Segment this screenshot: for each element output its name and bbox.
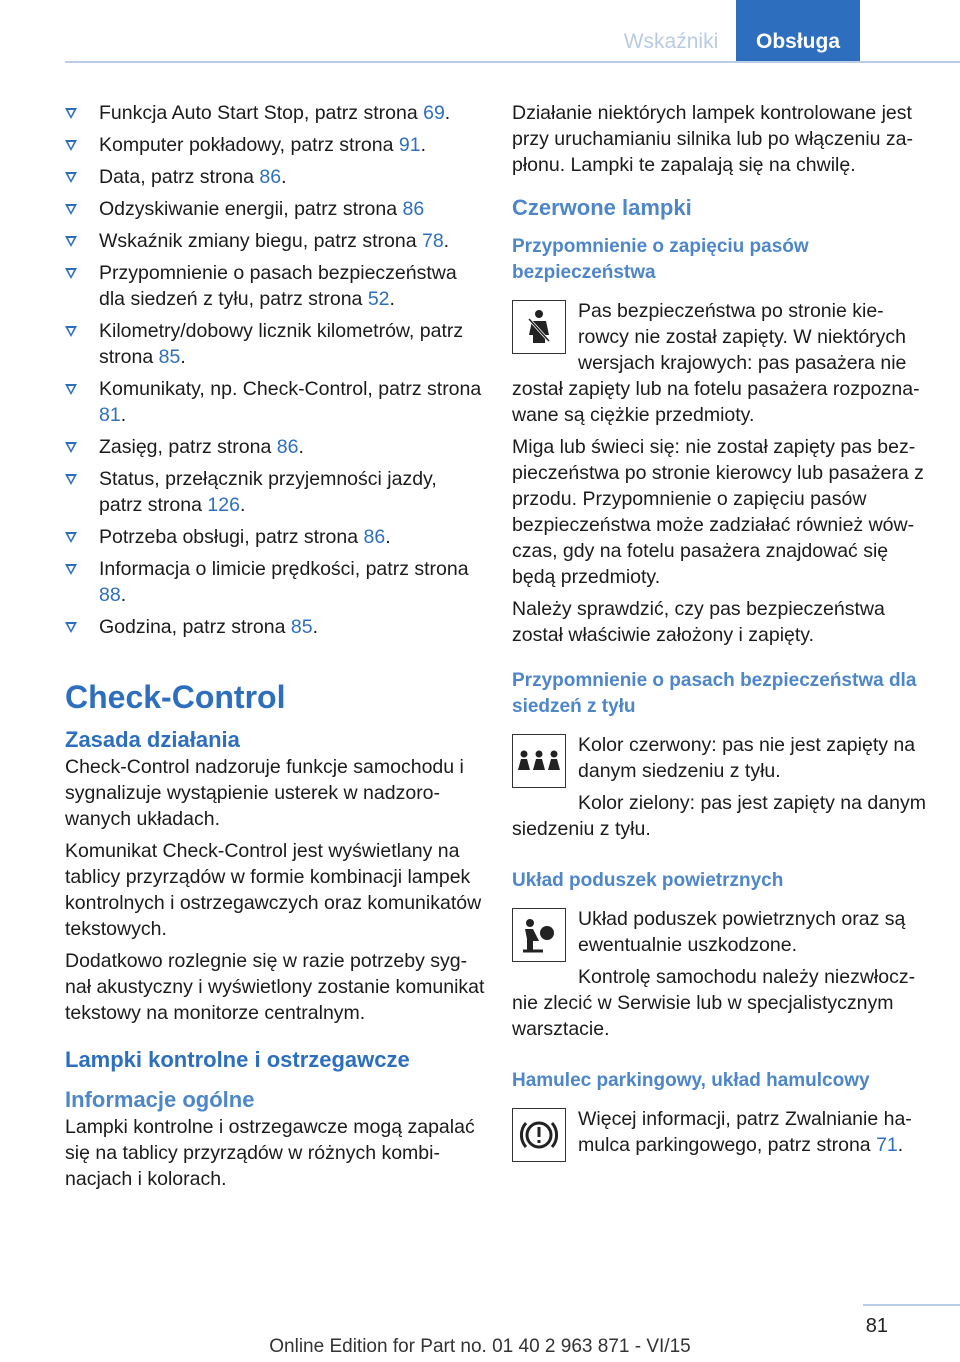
heading-red-lamps: Czerwone lampki — [512, 195, 692, 220]
bullet-triangle-icon — [65, 326, 77, 337]
page-link[interactable]: 91 — [398, 134, 421, 156]
page-link[interactable]: 81 — [99, 404, 121, 426]
list-item-text: Kilometry/dobowy licznik kilometrów, patrz strona — [99, 320, 464, 368]
page-link[interactable]: 78 — [421, 230, 444, 252]
reference-list-item — [65, 524, 485, 550]
paragraph-airbag-2: Kontrolę samochodu należy niezwłocznie zlecić w Serwisie lub w specjalistycznym warsztacie. — [512, 966, 916, 1040]
list-item-punctuation: . — [420, 134, 426, 156]
right-column — [512, 100, 928, 1166]
list-item-text: Przypomnienie o pasach bezpieczeństwa dla siedzeń z tyłu, patrz strona — [99, 262, 457, 310]
paragraph-principle-2: Komunikat Check-Control jest wyświetlany na tablicy przyrządów w formie kombinacji lampek kontrolnych i ostrzegawczych oraz komunikatów tekstowych. — [65, 840, 482, 940]
list-item-punctuation: . — [443, 230, 450, 252]
bullet-triangle-icon — [65, 564, 77, 575]
list-item-text: Informacja o limicie prędkości, patrz strona — [99, 558, 469, 580]
brake-warning-icon — [512, 1108, 566, 1162]
seatbelt-warning-icon — [512, 300, 566, 354]
paragraph-seatbelt-1: Pas bezpieczeństwa po stronie kierowcy nie został zapięty. W niektórych wersjach krajowych: pas pasażera nie został zapięty lub na fotelu pasażera rozpoznawane są ciężkie przedmioty. — [512, 300, 920, 426]
list-item-text: Status, przełącznik przyjemności jazdy, patrz strona — [99, 468, 437, 516]
section-title-check-control: Check-Control — [65, 679, 286, 715]
paragraph-seatbelt-3: Należy sprawdzić, czy pas bezpieczeństwa został właściwie założony i zapięty. — [512, 598, 885, 646]
paragraph-airbag-1: Układ poduszek powietrznych oraz są ewentualnie uszkodzone. — [578, 908, 906, 956]
list-item-text: Potrzeba obsługi, patrz strona — [99, 526, 364, 548]
list-item-text: Wskaźnik zmiany biegu, patrz strona — [99, 230, 422, 252]
page-link[interactable]: 86 — [402, 198, 425, 220]
heading-seatbelt-reminder: Przypomnienie o zapięciu pasów bezpieczeństwa — [512, 236, 809, 283]
reference-list-item — [65, 434, 485, 460]
page-link[interactable]: 85 — [158, 346, 181, 368]
list-item-punctuation: . — [180, 346, 186, 368]
list-item-punctuation: . — [120, 404, 127, 426]
reference-list-item — [65, 100, 485, 126]
reference-list-item — [65, 132, 485, 158]
reference-list-item — [65, 376, 485, 428]
paragraph-brake: Więcej informacji, patrz Zwalnianie hamulca parkingowego, patrz strona 71. — [578, 1108, 912, 1156]
page-link[interactable]: 52 — [367, 288, 390, 310]
footer-rule — [863, 1304, 960, 1306]
reference-list-item — [65, 196, 485, 222]
bullet-triangle-icon — [65, 172, 77, 183]
reference-list-item — [65, 466, 485, 518]
left-column — [65, 100, 485, 1198]
bullet-triangle-icon — [65, 108, 77, 119]
paragraph-principle-3: Dodatkowo rozlegnie się w razie potrzeby sygnał akustyczny i wyświetlony zostanie komunikat tekstowy na monitorze centralnym. — [65, 950, 485, 1024]
bullet-triangle-icon — [65, 384, 77, 395]
list-item-text: Data, patrz strona — [99, 166, 260, 188]
page-number: 81 — [865, 1315, 888, 1337]
bullet-triangle-icon — [65, 204, 77, 215]
reference-list-item — [65, 318, 485, 370]
heading-principle: Zasada działania — [65, 727, 240, 752]
page-link-71[interactable]: 71 — [876, 1134, 898, 1156]
list-item-punctuation: . — [385, 526, 391, 548]
edition-footer: Online Edition for Part no. 01 40 2 963 871 - VI/15 — [269, 1336, 691, 1357]
paragraph-rear-1: Kolor czerwony: pas nie jest zapięty na danym siedzeniu z tyłu. — [578, 734, 916, 782]
list-item-text: Zasięg, patrz strona — [99, 436, 277, 458]
bullet-triangle-icon — [65, 140, 77, 151]
paragraph-seatbelt-2: Miga lub świeci się: nie został zapięty pas bezpieczeństwa po stronie kierowcy lub pasażera z przodu. Przypomnienie o zapięciu pasów bezpieczeństwa może zadziałać również wówczas, gdy na fotelu pasażera znajdować się będą przedmioty. — [512, 436, 924, 588]
paragraph-intro: Działanie niektórych lampek kontrolowane jest przy uruchamianiu silnika lub po włączeniu zapłonu. Lampki te zapalają się na chwilę. — [512, 102, 914, 176]
heading-airbag: Układ poduszek powietrznych — [512, 870, 784, 891]
tab-wskazniki[interactable]: Wskaźniki — [606, 0, 736, 61]
page-link[interactable]: 86 — [363, 526, 386, 548]
reference-list-item — [65, 260, 485, 312]
reference-list — [65, 100, 485, 640]
rear-seatbelt-icon — [512, 734, 566, 788]
heading-lamps: Lampki kontrolne i ostrzegawcze — [65, 1047, 410, 1072]
list-item-text: Odzyskiwanie energii, patrz strona — [99, 198, 403, 220]
paragraph-principle-1: Check-Control nadzoruje funkcje samochodu i sygnalizuje wystąpienie usterek w nadzorowanych układach. — [65, 756, 464, 830]
tab-obsluga[interactable]: Obsługa — [736, 0, 860, 61]
list-item-text: Komunikaty, np. Check-Control, patrz strona — [99, 378, 482, 400]
list-item-text: Funkcja Auto Start Stop, patrz strona — [99, 102, 424, 124]
bullet-triangle-icon — [65, 236, 77, 247]
heading-general-info: Informacje ogólne — [65, 1087, 255, 1112]
page-link[interactable]: 88 — [99, 584, 121, 606]
list-item-punctuation: . — [120, 584, 127, 606]
list-item-text: Komputer pokładowy, patrz strona — [99, 134, 399, 156]
bullet-triangle-icon — [65, 532, 77, 543]
list-item-punctuation: . — [239, 494, 246, 516]
list-item-punctuation: . — [389, 288, 395, 310]
paragraph-general: Lampki kontrolne i ostrzegawcze mogą zapalać się na tablicy przyrządów w różnych kombinacjach i kolorach. — [65, 1116, 475, 1190]
list-item-punctuation: . — [444, 102, 451, 124]
header-rule — [65, 61, 960, 63]
reference-list-item — [65, 228, 485, 254]
list-item-punctuation: . — [281, 166, 287, 188]
airbag-warning-icon — [512, 908, 566, 962]
list-item-text: Godzina, patrz strona — [99, 616, 291, 638]
bullet-triangle-icon — [65, 268, 77, 279]
page-link[interactable]: 85 — [290, 616, 313, 638]
reference-list-item — [65, 614, 485, 640]
list-item-punctuation: . — [298, 436, 304, 458]
bullet-triangle-icon — [65, 474, 77, 485]
list-item-punctuation: . — [312, 616, 318, 638]
reference-list-item — [65, 556, 485, 608]
bullet-triangle-icon — [65, 622, 77, 633]
heading-rear-seatbelt: Przypomnienie o pasach bezpieczeństwa dla siedzeń z tyłu — [512, 670, 917, 717]
page-link[interactable]: 86 — [259, 166, 282, 188]
bullet-triangle-icon — [65, 442, 77, 453]
page-link[interactable]: 86 — [276, 436, 299, 458]
page-link[interactable]: 126 — [207, 494, 240, 516]
heading-parking-brake: Hamulec parkingowy, układ hamulcowy — [512, 1070, 870, 1091]
reference-list-item — [65, 164, 485, 190]
paragraph-rear-2: Kolor zielony: pas jest zapięty na danym siedzeniu z tyłu. — [512, 792, 926, 840]
page-link[interactable]: 69 — [423, 102, 445, 124]
